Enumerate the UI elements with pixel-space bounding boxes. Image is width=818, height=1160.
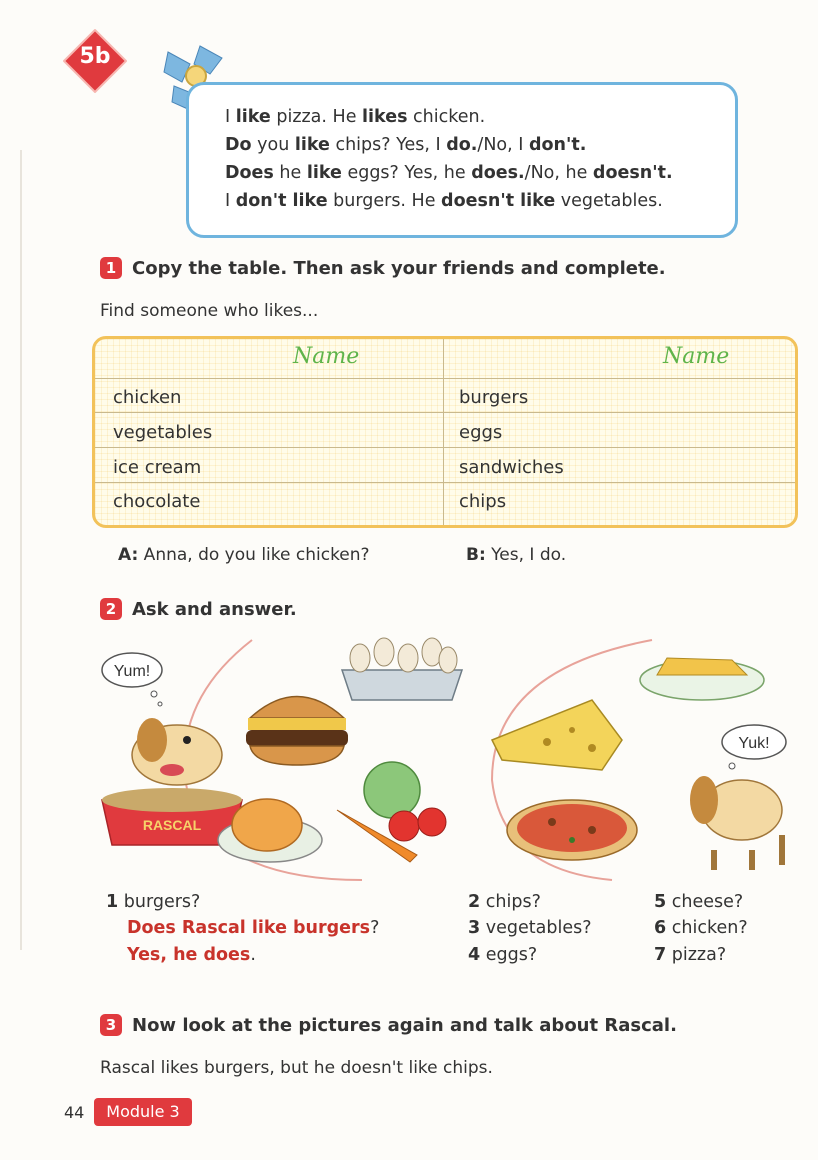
table-row-line <box>95 447 795 448</box>
lesson-badge-label: 5b <box>79 44 111 69</box>
survey-table <box>92 336 798 528</box>
question-item: 3 vegetables? <box>468 918 592 938</box>
table-divider <box>443 339 444 525</box>
page-margin-line <box>20 150 22 950</box>
question-item: 4 eggs? <box>468 945 538 965</box>
exercise-3-example: Rascal likes burgers, but he doesn't like chips. <box>100 1058 493 1078</box>
table-cell: burgers <box>459 387 529 408</box>
question-item: 6 chicken? <box>654 918 748 938</box>
yuk-text: Yuk! <box>738 735 770 752</box>
exercise-instruction: Ask and answer. <box>132 598 297 620</box>
table-row-line <box>95 482 795 483</box>
question-item: 2 chips? <box>468 892 541 912</box>
table-row-line <box>95 378 795 379</box>
question-item: 7 pizza? <box>654 945 727 965</box>
exercise-instruction: Copy the table. Then ask your friends and complete. <box>132 257 666 279</box>
grammar-line-4: I don't like burgers. He doesn't like vegetables. <box>225 191 663 211</box>
eggs-icon <box>342 638 462 700</box>
table-cell: chocolate <box>113 491 201 512</box>
happy-dog-icon <box>132 718 222 785</box>
dialogue-b: B: Yes, I do. <box>466 545 567 565</box>
grammar-line-3: Does he like eggs? Yes, he does./No, he doesn't. <box>225 163 673 183</box>
table-row-line <box>95 412 795 413</box>
exercise-instruction: Now look at the pictures again and talk about Rascal. <box>132 1014 677 1036</box>
example-question: Does Rascal like burgers? <box>127 918 380 938</box>
cheese-icon <box>492 700 622 770</box>
exercise-2-heading <box>100 598 297 620</box>
exercise-number: 2 <box>100 598 122 620</box>
chips-icon <box>640 658 764 700</box>
food-illustration <box>92 630 802 890</box>
grammar-box <box>186 82 738 238</box>
exercise-3-heading <box>100 1014 677 1036</box>
sad-dog-icon <box>690 776 782 870</box>
table-header-name: Name <box>293 344 360 369</box>
dialogue-a: A: Anna, do you like chicken? <box>118 545 370 565</box>
question-item: 5 cheese? <box>654 892 744 912</box>
table-cell: vegetables <box>113 422 213 443</box>
grammar-line-2: Do you like chips? Yes, I do./No, I don't. <box>225 135 587 155</box>
table-cell: chips <box>459 491 507 512</box>
bowl-label: RASCAL <box>142 817 202 833</box>
table-cell: eggs <box>459 422 503 443</box>
table-cell: chicken <box>113 387 182 408</box>
question-1: 1 burgers? <box>106 892 201 912</box>
yum-text: Yum! <box>113 663 151 680</box>
module-label: Module 3 <box>94 1098 192 1126</box>
burger-icon <box>246 697 348 766</box>
grammar-line-1: I like pizza. He likes chicken. <box>225 107 486 127</box>
table-cell: ice cream <box>113 457 202 478</box>
table-cell: sandwiches <box>459 457 564 478</box>
exercise-number: 3 <box>100 1014 122 1036</box>
exercise-number: 1 <box>100 257 122 279</box>
pizza-icon <box>507 800 637 860</box>
exercise-1-heading <box>100 257 666 279</box>
exercise-1-subtitle: Find someone who likes... <box>100 301 319 321</box>
example-answer: Yes, he does. <box>127 945 256 965</box>
table-header-name: Name <box>663 344 730 369</box>
page-number: 44 <box>64 1103 85 1122</box>
vegetables-icon <box>337 762 446 862</box>
